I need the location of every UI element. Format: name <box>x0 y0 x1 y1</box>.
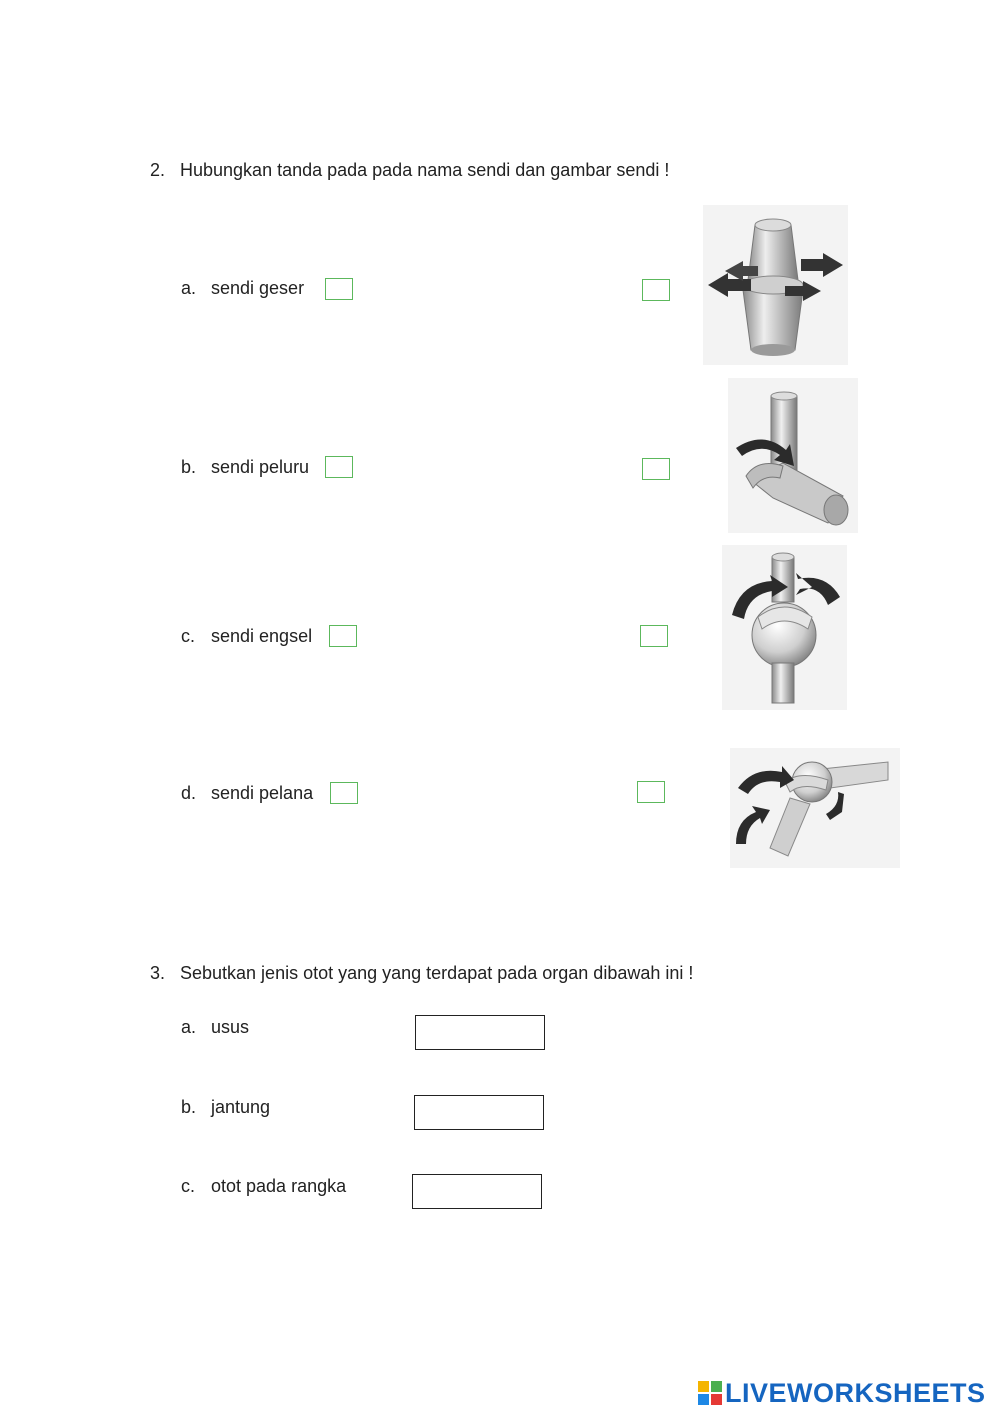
q2-item-label: sendi pelana <box>211 783 314 803</box>
q3-item-letter: b. <box>181 1097 197 1117</box>
joint-sliding-image <box>703 205 848 365</box>
q3-item-a <box>181 1017 249 1038</box>
q2-item-c <box>181 626 312 647</box>
q2-item-letter: a. <box>181 278 197 298</box>
q3-item-label: otot pada rangka <box>211 1176 347 1196</box>
match-box-right-4[interactable] <box>637 781 665 803</box>
q2-item-label: sendi geser <box>211 278 305 298</box>
q2-item-letter: b. <box>181 457 197 477</box>
joint-hinge-image <box>728 378 858 533</box>
q2-item-label: sendi peluru <box>211 457 310 477</box>
question-2-title <box>150 160 669 181</box>
q3-item-b <box>181 1097 270 1118</box>
question-3-title <box>150 963 693 984</box>
match-box-left-b[interactable] <box>325 456 353 478</box>
q2-item-label: sendi engsel <box>211 626 313 646</box>
q3-item-label: usus <box>211 1017 250 1037</box>
match-box-right-2[interactable] <box>642 458 670 480</box>
question-2-number: 2. <box>150 160 166 180</box>
q3-item-c <box>181 1176 346 1197</box>
answer-box-usus[interactable] <box>415 1015 545 1050</box>
match-box-left-d[interactable] <box>330 782 358 804</box>
answer-box-jantung[interactable] <box>414 1095 544 1130</box>
q3-item-label: jantung <box>211 1097 271 1117</box>
match-box-right-1[interactable] <box>642 279 670 301</box>
q2-item-b <box>181 457 309 478</box>
joint-saddle-image <box>730 748 900 868</box>
joint-ball-image <box>722 545 847 710</box>
q2-item-letter: c. <box>181 626 196 646</box>
liveworksheets-logo <box>697 1378 986 1408</box>
question-3-prompt: Sebutkan jenis otot yang yang terdapat pada organ dibawah ini ! <box>180 963 694 983</box>
question-3-number: 3. <box>150 963 166 983</box>
q3-item-letter: a. <box>181 1017 197 1037</box>
q2-item-letter: d. <box>181 783 197 803</box>
q2-item-a <box>181 278 304 299</box>
question-2-prompt: Hubungkan tanda pada pada nama sendi dan gambar sendi ! <box>180 160 670 180</box>
match-box-left-a[interactable] <box>325 278 353 300</box>
answer-box-otot-pada-rangka[interactable] <box>412 1174 542 1209</box>
liveworksheets-logo-icon <box>697 1380 723 1406</box>
match-box-right-3[interactable] <box>640 625 668 647</box>
q2-item-d <box>181 783 313 804</box>
match-box-left-c[interactable] <box>329 625 357 647</box>
liveworksheets-brand-text: LIVEWORKSHEETS <box>725 1378 986 1408</box>
q3-item-letter: c. <box>181 1176 196 1196</box>
